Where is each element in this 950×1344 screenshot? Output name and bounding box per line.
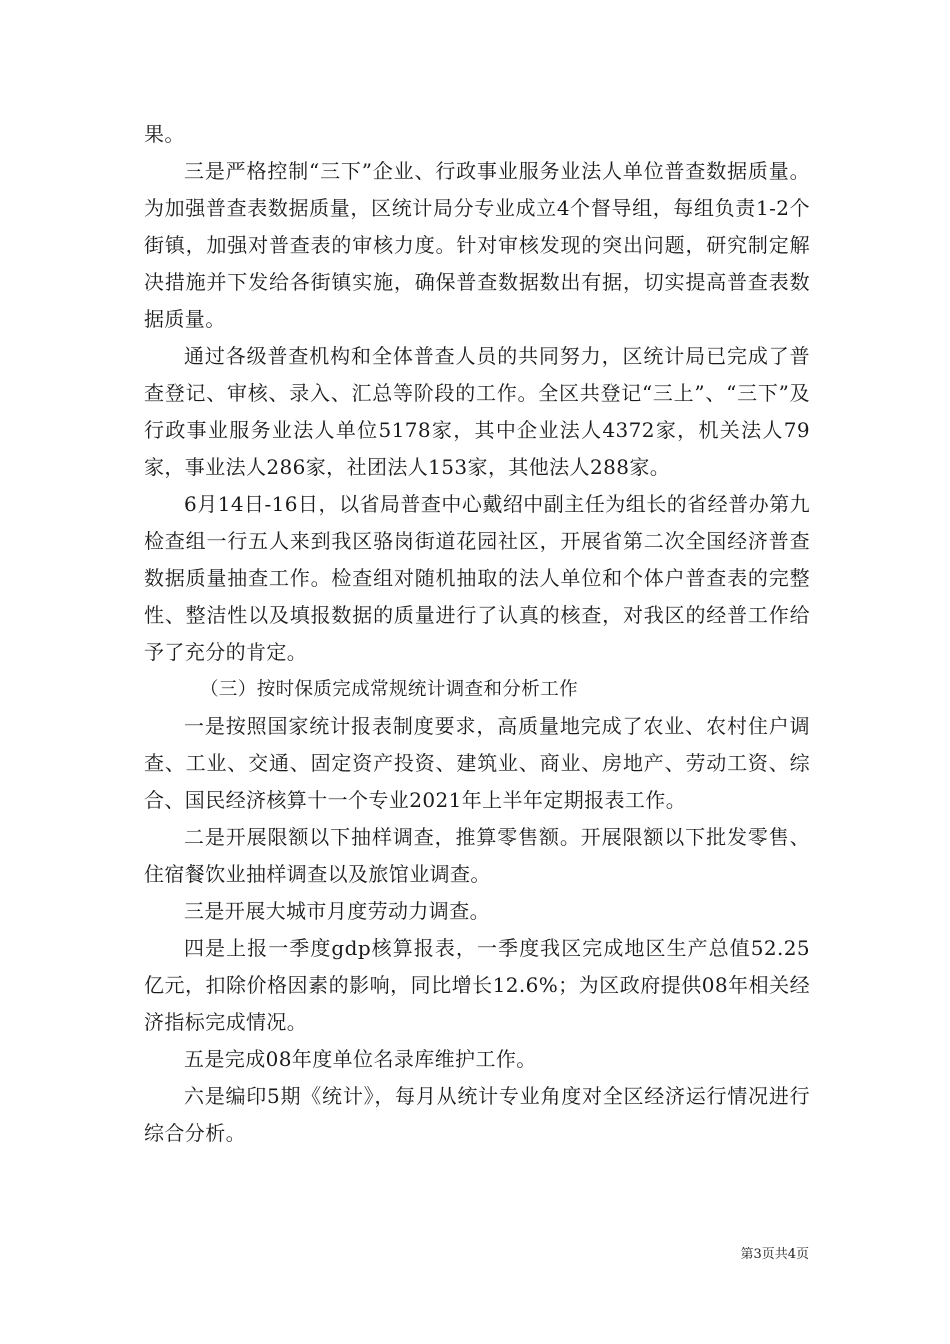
paragraph-item-five: 五是完成08年度单位名录库维护工作。 bbox=[184, 1047, 537, 1071]
paragraph-item-one: 一是按照国家统计报表制度要求，高质量地完成了农业、农村住户调查、工业、交通、固定资产投资、建筑业、商业、房地产、劳动工资、综合、国民经济核算十一个专业2021年上半年定期报表工作。 bbox=[144, 714, 810, 812]
paragraph-item-two: 二是开展限额以下抽样调查，推算零售额。开展限额以下批发零售、住宿餐饮业抽样调查以及旅馆业调查。 bbox=[144, 825, 810, 886]
section-heading-routine-surveys: （三）按时保质完成常规统计调查和分析工作 bbox=[200, 679, 579, 700]
paragraph-item-three: 三是开展大城市月度劳动力调查。 bbox=[184, 899, 490, 923]
document-body bbox=[144, 116, 810, 1152]
paragraph-item-four: 四是上报一季度gdp核算报表，一季度我区完成地区生产总值52.25亿元，扣除价格因素的影响，同比增长12.6%；为区政府提供08年相关经济指标完成情况。 bbox=[144, 936, 810, 1034]
paragraph-census-results: 通过各级普查机构和全体普查人员的共同努力，区统计局已完成了普查登记、审核、录入、汇总等阶段的工作。全区共登记“三上”、“三下”及行政事业服务业法人单位5178家，其中企业法人4372家，机关法人79家，事业法人286家，社团法人153家，其他法人288家。 bbox=[144, 344, 810, 479]
page-number-footer: 第3页共4页 bbox=[740, 1247, 809, 1262]
paragraph-inspection-visit: 6月14日-16日，以省局普查中心戴绍中副主任为组长的省经普办第九检查组一行五人来到我区骆岗街道花园社区，开展省第二次全国经济普查数据质量抽查工作。检查组对随机抽取的法人单位和个体户普查表的完整性、整洁性以及填报数据的质量进行了认真的核查，对我区的经普工作给予了充分的肯定。 bbox=[144, 492, 810, 664]
paragraph-data-quality-control: 三是严格控制“三下”企业、行政事业服务业法人单位普查数据质量。为加强普查表数据质量，区统计局分专业成立4个督导组，每组负责1-2个街镇，加强对普查表的审核力度。针对审核发现的突出问题，研究制定解决措施并下发给各街镇实施，确保普查数据数出有据，切实提高普查表数据质量。 bbox=[144, 159, 810, 331]
paragraph-continuation: 果。 bbox=[144, 122, 185, 146]
paragraph-item-six: 六是编印5期《统计》，每月从统计专业角度对全区经济运行情况进行综合分析。 bbox=[144, 1084, 810, 1145]
